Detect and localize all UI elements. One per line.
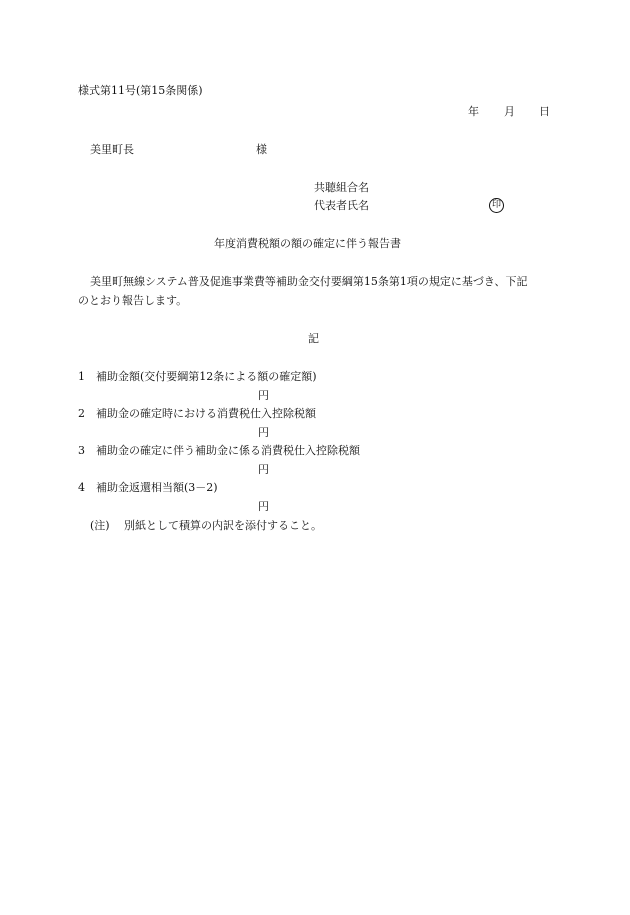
item-1-label: 補助金額(交付要綱第12条による額の確定額) — [96, 370, 317, 383]
date-year: 年 — [468, 105, 479, 118]
item-2-label: 補助金の確定時における消費税仕入控除税額 — [96, 407, 316, 420]
item-2-unit: 円 — [258, 426, 269, 439]
date-month: 月 — [504, 105, 515, 118]
item-4-label: 補助金返還相当額(3－2) — [96, 481, 218, 494]
item-3-unit: 円 — [258, 463, 269, 476]
ki-heading: 記 — [308, 332, 319, 345]
item-4-number: 4 — [78, 481, 85, 494]
item-2-number: 2 — [78, 407, 85, 420]
addressee-name: 美里町長 — [90, 143, 134, 156]
applicant-rep-label: 代表者氏名 — [314, 199, 369, 212]
note-prefix: (注) — [90, 519, 110, 532]
item-3-number: 3 — [78, 444, 85, 457]
body-line-1: 美里町無線システム普及促進事業費等補助金交付要綱第15条第1項の規定に基づき、下記 — [90, 275, 528, 288]
note-text: 別紙として積算の内訳を添付すること。 — [124, 519, 322, 532]
item-1-number: 1 — [78, 370, 85, 383]
body-line-2: のとおり報告します。 — [78, 294, 188, 307]
document-title: 年度消費税額の額の確定に伴う報告書 — [214, 237, 401, 250]
date-day: 日 — [539, 105, 550, 118]
seal-mark: 印 — [489, 198, 504, 213]
form-number: 様式第11号(第15条関係) — [78, 84, 203, 97]
applicant-org-label: 共聴組合名 — [314, 181, 369, 194]
item-3-label: 補助金の確定に伴う補助金に係る消費税仕入控除税額 — [96, 444, 360, 457]
addressee-honorific: 様 — [256, 143, 267, 156]
item-1-unit: 円 — [258, 389, 269, 402]
item-4-unit: 円 — [258, 500, 269, 513]
